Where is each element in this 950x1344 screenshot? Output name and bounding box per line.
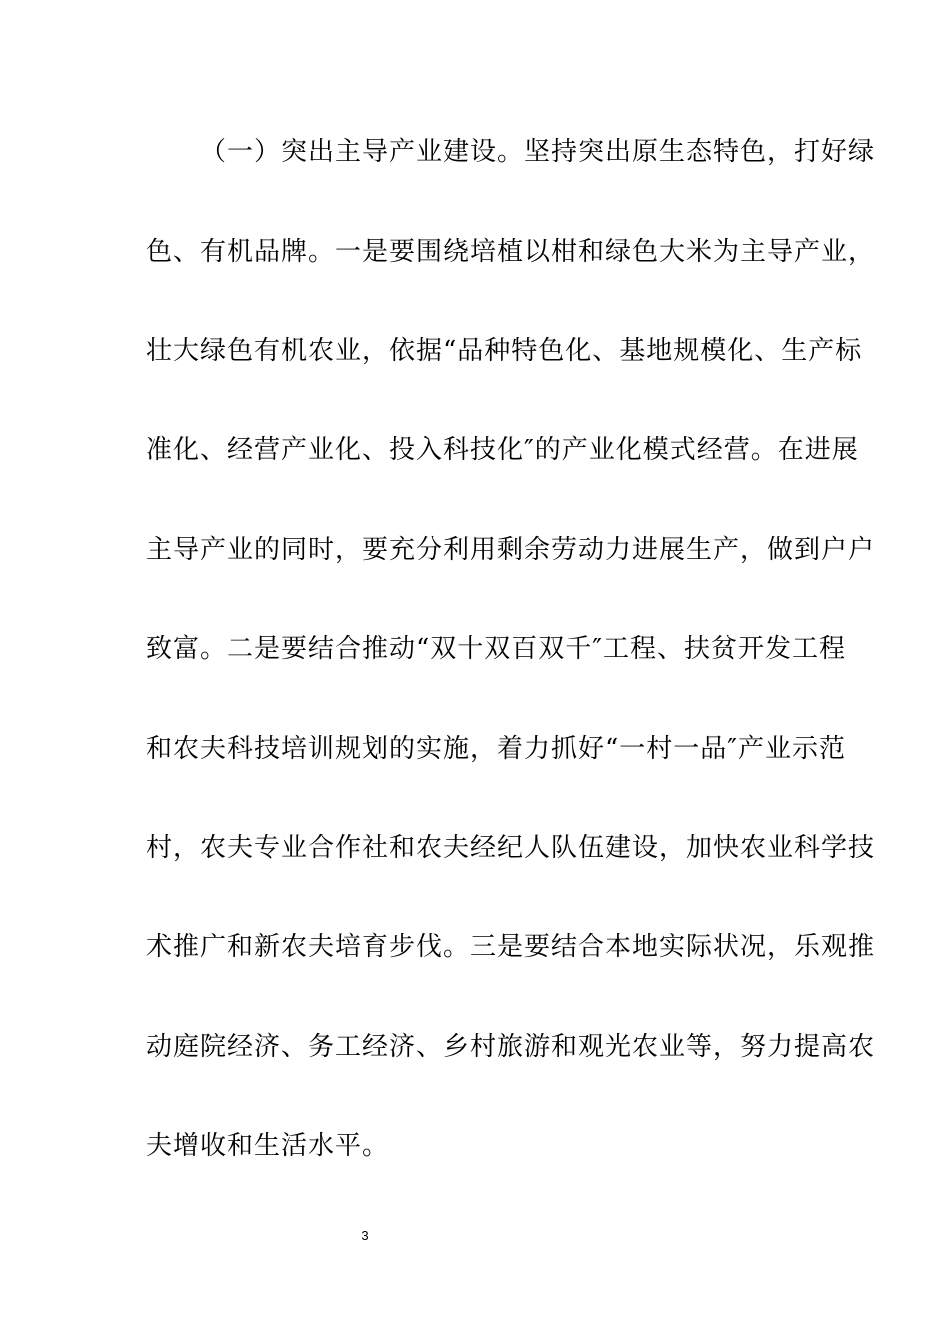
page-number: 3 [361,1228,369,1243]
paragraph-line-7: 和农夫科技培训规划的实施，着力抓好“一村一品″产业示范 [146,734,847,764]
paragraph-line-8: 村，农夫专业合作社和农夫经纪人队伍建设，加快农业科学技 [146,833,876,863]
paragraph-line-5: 主导产业的同时，要充分利用剩余劳动力进展生产，做到户户 [146,535,876,565]
paragraph-line-3: 壮大绿色有机农业，依据“品种特色化、基地规模化、生产标 [146,336,863,366]
paragraph-line-10: 动庭院经济、务工经济、乡村旅游和观光农业等，努力提高农 [146,1032,876,1062]
paragraph-line-6: 致富。二是要结合推动“双十双百双千″工程、扶贫开发工程 [146,634,847,664]
paragraph-line-9: 术推广和新农夫培育步伐。三是要结合本地实际状况，乐观推 [146,932,876,962]
paragraph-line-2: 色、有机品牌。一是要围绕培植以柑和绿色大米为主导产业， [146,237,876,267]
paragraph-line-4: 准化、经营产业化、投入科技化″的产业化模式经营。在进展 [146,435,859,465]
paragraph-line-1: （一）突出主导产业建设。坚持突出原生态特色，打好绿 [200,137,876,167]
paragraph-line-11: 夫增收和生活水平。 [146,1131,390,1161]
